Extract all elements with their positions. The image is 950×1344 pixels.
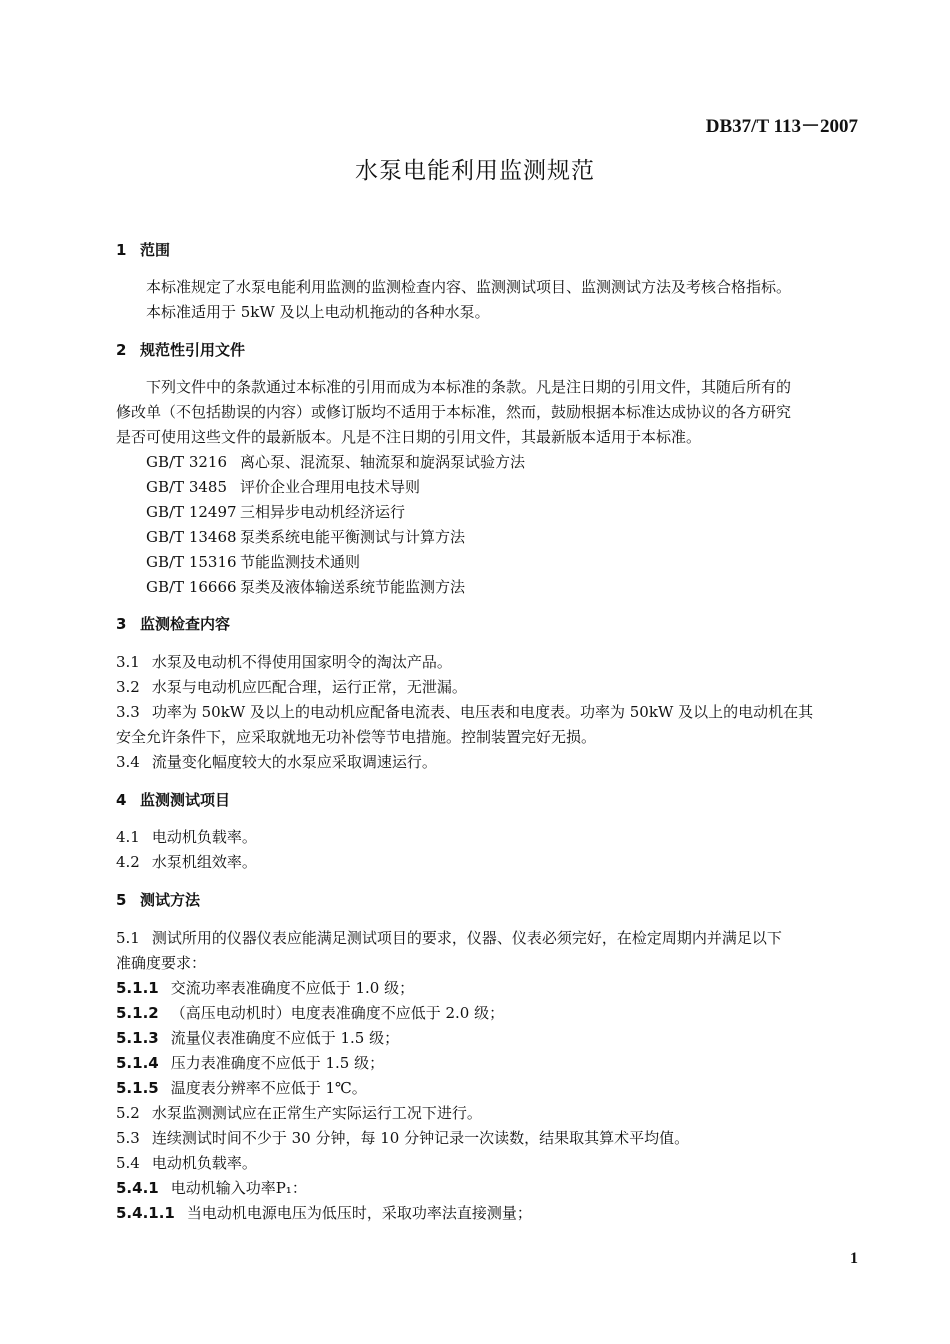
clause [116,1128,860,1148]
subclause [116,1178,860,1198]
clause-text: 压力表准确度不应低于 1.5 级； [170,1054,385,1072]
section-title: 测试方法 [140,891,201,909]
clause-number: 3.2 [116,678,140,696]
clause-continuation: 准确度要求： [116,954,207,972]
clause [116,652,860,672]
paragraph: 本标准规定了水泵电能利用监测的监测检查内容、监测测试项目、监测测试方法及考核合格指标。 [146,278,792,296]
clause-number: 5.1 [116,929,140,947]
clause-text: 流量仪表准确度不应低于 1.5 级； [170,1029,400,1047]
section-title: 监测检查内容 [140,615,231,633]
section-2-heading [116,340,860,360]
clause [116,677,860,697]
subclause [116,1028,860,1048]
reference-name: 三相异步电动机经济运行 [240,503,406,521]
clause-number: 4.2 [116,853,140,871]
clause-number: 5.1.1 [116,979,159,997]
subclause [116,1003,860,1023]
reference-code: GB/T 3485 [146,478,228,496]
section-5-heading [116,890,860,910]
clause-text: 测试所用的仪器仪表应能满足测试项目的要求，仪器、仪表必须完好，在检定周期内并满足以下 [151,929,782,947]
reference-code: GB/T 3216 [146,453,228,471]
clause-text: 流量变化幅度较大的水泵应采取调速运行。 [151,753,437,771]
clause-continuation: 安全允许条件下，应采取就地无功补偿等节电措施。控制装置完好无损。 [116,728,597,746]
section-title: 监测测试项目 [140,791,231,809]
clause-number: 3.4 [116,753,140,771]
reference-name: 泵类及液体输送系统节能监测方法 [240,578,466,596]
clause-number: 5.1.3 [116,1029,159,1047]
section-title: 规范性引用文件 [140,341,246,359]
reference-name: 评价企业合理用电技术导则 [240,478,421,496]
paragraph: 本标准适用于 5kW 及以上电动机拖动的各种水泵。 [146,303,490,321]
section-number: 5 [116,891,127,909]
page-title: 水泵电能利用监测规范 [355,158,595,184]
paragraph: 下列文件中的条款通过本标准的引用而成为本标准的条款。凡是注日期的引用文件，其随后所有的 [146,378,792,396]
reference-item [146,502,890,522]
reference-item [146,477,890,497]
clause-number: 3.3 [116,703,140,721]
clause-number: 5.4.1 [116,1179,159,1197]
standard-number: DB37/T 113－2007 [705,116,858,137]
clause [116,827,860,847]
section-number: 1 [116,241,127,259]
subclause [116,1203,860,1223]
reference-item [146,577,890,597]
reference-name: 泵类系统电能平衡测试与计算方法 [240,528,466,546]
clause-text: 水泵机组效率。 [151,853,257,871]
subclause [116,1053,860,1073]
clause-number: 5.1.5 [116,1079,159,1097]
paragraph-line: 是否可使用这些文件的最新版本。凡是不注日期的引用文件，其最新版本适用于本标准。 [116,428,702,446]
clause-number: 5.4 [116,1154,140,1172]
clause-number: 3.1 [116,653,140,671]
reference-item [146,452,890,472]
reference-code: GB/T 16666 [146,578,237,596]
page-number: 1 [850,1250,858,1267]
clause-number: 4.1 [116,828,140,846]
clause-text: 电动机输入功率P₁： [170,1179,307,1197]
subclause [116,978,860,998]
section-number: 4 [116,791,127,809]
clause-text: （高压电动机时）电度表准确度不应低于 2.0 级； [170,1004,505,1022]
clause-text: 连续测试时间不少于 30 分钟，每 10 分钟记录一次读数，结果取其算术平均值。 [151,1129,690,1147]
clause [116,1103,860,1123]
clause-number: 5.4.1.1 [116,1204,175,1222]
clause [116,928,860,948]
clause-number: 5.3 [116,1129,140,1147]
clause-number: 5.1.4 [116,1054,159,1072]
reference-code: GB/T 13468 [146,528,237,546]
clause-text: 功率为 50kW 及以上的电动机应配备电流表、电压表和电度表。功率为 50kW 及以上的电动机在其 [151,703,814,721]
clause-number: 5.2 [116,1104,140,1122]
section-3-heading [116,614,860,634]
section-4-heading [116,790,860,810]
clause-text: 电动机负载率。 [151,1154,257,1172]
reference-name: 节能监测技术通则 [240,553,361,571]
section-number: 3 [116,615,127,633]
clause-text: 交流功率表准确度不应低于 1.0 级； [170,979,415,997]
clause-number: 5.1.2 [116,1004,159,1022]
clause [116,852,860,872]
clause-text: 水泵与电动机应匹配合理，运行正常，无泄漏。 [151,678,467,696]
clause [116,752,860,772]
reference-name: 离心泵、混流泵、轴流泵和旋涡泵试验方法 [240,453,526,471]
clause-text: 温度表分辨率不应低于 1℃。 [170,1079,367,1097]
clause-text: 水泵监测测试应在正常生产实际运行工况下进行。 [151,1104,482,1122]
reference-item [146,527,890,547]
subclause [116,1078,860,1098]
reference-item [146,552,890,572]
clause-text: 当电动机电源电压为低压时，采取功率法直接测量； [186,1204,532,1222]
section-1-heading [116,240,860,260]
section-number: 2 [116,341,127,359]
paragraph-line: 修改单（不包括勘误的内容）或修订版均不适用于本标准，然而，鼓励根据本标准达成协议的各方研究 [116,403,792,421]
clause-text: 电动机负载率。 [151,828,257,846]
clause [116,1153,860,1173]
section-title: 范围 [140,241,171,259]
reference-code: GB/T 12497 [146,503,237,521]
reference-code: GB/T 15316 [146,553,237,571]
clause [116,702,860,722]
clause-text: 水泵及电动机不得使用国家明令的淘汰产品。 [151,653,452,671]
